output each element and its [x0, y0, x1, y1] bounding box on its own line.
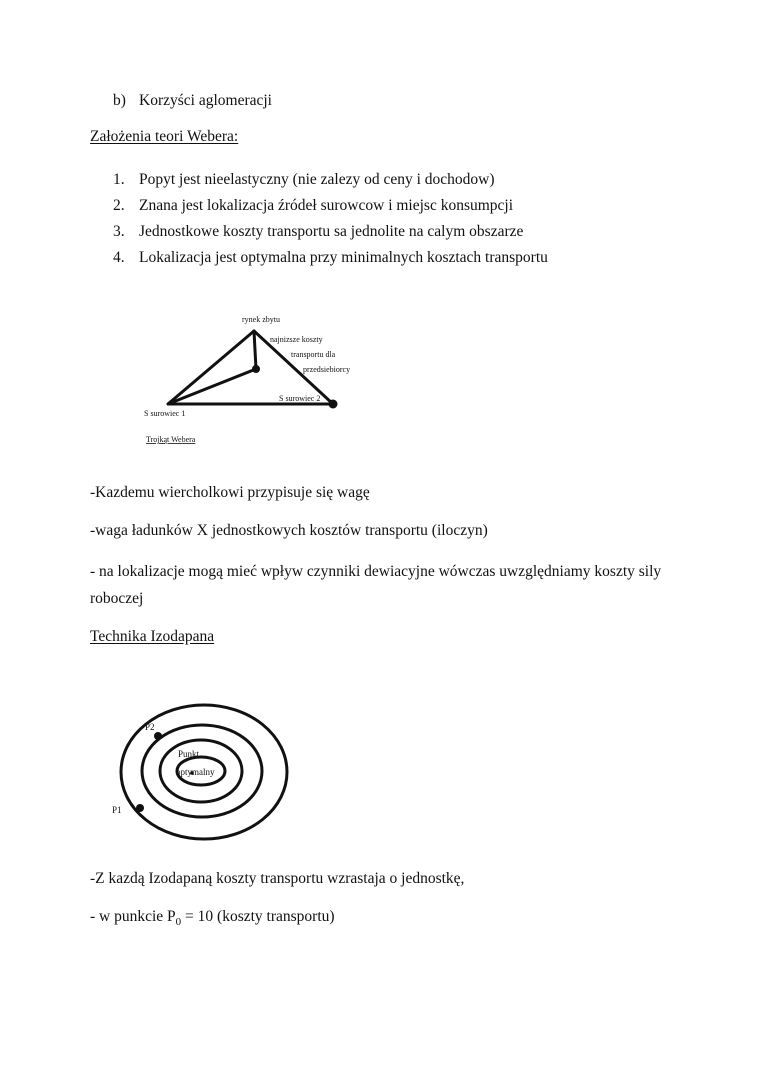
assumption-text: Lokalizacja jest optymalna przy minimalnych kosztach transportu [139, 249, 548, 266]
assumption-text: Jednostkowe koszty transportu sa jednolite na calym obszarze [139, 223, 524, 240]
izodapana-diagram [0, 680, 760, 860]
center-label-1: Punkt [178, 749, 200, 759]
cost-label-1: najnizsze koszty [270, 335, 323, 344]
source-2-label: S surowiec 2 [279, 394, 321, 403]
paragraph-2: -waga ładunków X jednostkowych kosztów transportu (iloczyn) [90, 522, 488, 539]
paragraph-3: - na lokalizacje mogą mieć wpływ czynniki dewiacyjne wówczas uwzględniamy koszty sily [90, 563, 662, 580]
source-2-marker [329, 400, 338, 409]
cost-label-3: przedsiebiorcy [303, 365, 351, 374]
assumption-number: 1. [113, 171, 125, 188]
optimal-point-marker [252, 365, 260, 373]
cost-label-2: transportu dla [291, 350, 336, 359]
izodapana-heading: Technika Izodapana [90, 628, 215, 645]
p1-marker [136, 804, 144, 812]
triangle-edge-left [168, 369, 256, 404]
note-isodapane-cost: -Z kazdą Izodapaną koszty transportu wzrastaja o jednostkę, [90, 870, 465, 887]
note-p0-subscript: 0 [175, 916, 182, 929]
apex-label: rynek zbytu [242, 315, 280, 324]
weber-heading: Założenia teori Webera: [90, 128, 239, 145]
triangle-edge-apex [254, 331, 256, 369]
note-p0-cost [90, 907, 335, 932]
center-label-2: optymalny [176, 767, 215, 777]
p2-label: P2 [145, 722, 155, 732]
assumption-text: Znana jest lokalizacja źródeł surowcow i miejsc konsumpcji [139, 197, 514, 214]
source-1-label: S surowiec 1 [144, 409, 186, 418]
assumption-number: 2. [113, 197, 125, 214]
list-item-text: Korzyści aglomeracji [139, 92, 272, 109]
list-marker: b) [113, 92, 126, 109]
paragraph-4: roboczej [90, 590, 144, 607]
weber-triangle-diagram [0, 0, 760, 460]
p2-marker [154, 732, 162, 740]
note-p0-prefix: - w punkcie P [90, 908, 176, 925]
assumption-number: 4. [113, 249, 125, 266]
p1-label: P1 [112, 805, 122, 815]
assumption-text: Popyt jest nieelastyczny (nie zalezy od ceny i dochodow) [139, 171, 495, 188]
assumption-number: 3. [113, 223, 125, 240]
triangle-caption: Trojkąt Webera [146, 435, 196, 444]
note-p0-suffix: = 10 (koszty transportu) [181, 908, 335, 925]
paragraph-1: -Kazdemu wiercholkowi przypisuje się wagę [90, 484, 370, 501]
